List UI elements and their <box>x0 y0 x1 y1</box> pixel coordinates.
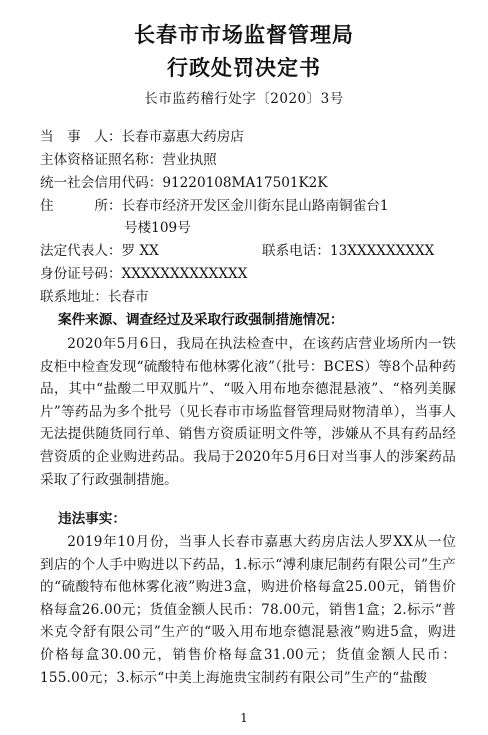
party-name: 当 事 人：长春市嘉惠大药房店 <box>40 129 244 145</box>
id-number: 身份证号码：XXXXXXXXXXXXX <box>40 266 248 282</box>
document-number: 长市监药稽行处字〔2020〕3号 <box>144 91 344 107</box>
address-line-1: 住 所：长春市经济开发区金川街东昆山路南铜雀台1 <box>40 198 389 214</box>
contact-address: 联系地址：长春市 <box>40 289 149 305</box>
document-title: 行政处罚决定书 <box>167 56 321 80</box>
section-heading-case-source: 案件来源、调查经过及采取行政强制措施情况： <box>58 312 344 328</box>
section-body-case-source: 2020年5月6日，我局在执法检查中，在该药店营业场所内一铁皮柜中检查发现“硫酸特布他林雾化液”（批号：BCES）等8个品种药品，其中“盐酸二甲双胍片”、“吸入用布地奈德混悬液”、“格列美脲片”等药品为多个批号（见长春市市场监督管理局财物清单），当事人无法提供随货同行单、销售方资质证明文件等，涉嫌从不具有药品经营资质的企业购进药品。我局于2020年5月6日对当事人的涉案药品采取了行政强制措施。 <box>40 336 456 488</box>
page-number: 1 <box>240 711 248 725</box>
section-heading-facts: 违法事实： <box>58 511 126 527</box>
license-type: 主体资格证照名称：营业执照 <box>40 152 217 168</box>
address-line-2: 号楼109号 <box>124 220 191 236</box>
agency-title: 长春市市场监督管理局 <box>134 23 354 47</box>
section-body-facts: 2019年10月份，当事人长春市嘉惠大药房店法人罗XX从一位到店的个人手中购进以下药品，1.标示“溥利康尼制药有限公司”生产的“硫酸特布他林雾化液”购进3盒，购进价格每盒25.00元，销售价格每盒26.00元；货值金额人民币：78.00元，销售1盒；2.标示“普米克令舒有限公司”生产的“吸入用布地奈德混悬液”购进5盒，购进价格每盒30.00元，销售价格每盒31.00元；货值金额人民币：155.00元；3.标示“中美上海施贵宝制药有限公司”生产的“盐酸 <box>40 534 456 686</box>
legal-representative: 法定代表人：罗 XX <box>40 243 159 259</box>
credit-code: 统一社会信用代码：91220108MA17501K2K <box>40 175 328 191</box>
contact-phone: 联系电话：13XXXXXXXXX <box>262 243 435 259</box>
